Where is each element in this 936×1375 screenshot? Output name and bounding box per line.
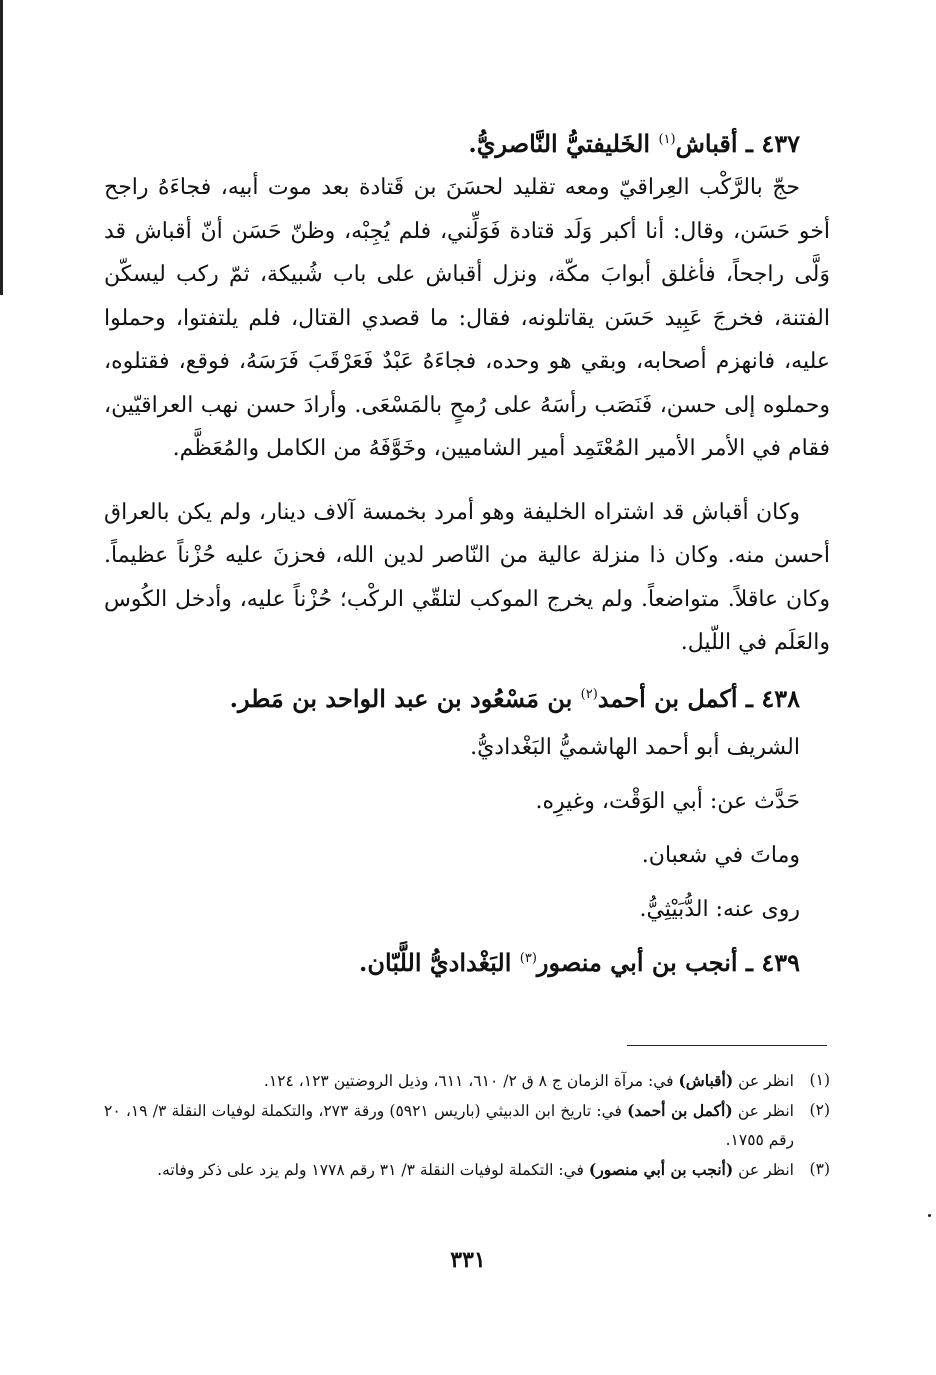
footnote-name: (أنجب بن أبي منصور) [588,1160,734,1179]
scan-edge-line [0,0,3,295]
footnote-ref[interactable]: (٢) [580,686,598,702]
footnote-1 [104,1066,830,1096]
entry-paragraph: وكان أقباش قد اشتراه الخليفة وهو أمرد بخمسة آلاف دينار، ولم يكن بالعراق أحسن منه. وكان ذا منزلة عالية من النّاصر لدين الله، فحزنَ عليه حُزْناً عظيماً. وكان عاقلاً. متواضعاً. ولم يخرج الموكب لتلقّي الركْب؛ حُزْناً عليه، وأدخل الكُوس والعَلَم في اللّيل. [104,499,830,655]
footnote-number: (١) [809,1071,830,1089]
entry-line: وماتَ في شعبان. [641,842,800,868]
footnote-ref[interactable]: (١) [658,132,676,147]
footnote-number: (٢) [809,1101,830,1119]
footnote-body: في: تاريخ ابن الدبيثي (باريس ٥٩٢١) ورقة ٢٧٣، والتكملة لوفيات النقلة ٣/ ١٩، ٢٠ رقم ١٧٥٥. [104,1102,794,1149]
footnote-2 [104,1096,830,1155]
footnote-body: في: مرآة الزمان ج ٨ ق ٢/ ٦١٠، ٦١١، وذيل الروضتين ١٢٣، ١٢٤. [263,1072,674,1090]
footnote-number: (٣) [809,1160,830,1178]
entry-paragraph: حجّ بالرَّكْب العِراقيّ ومعه تقليد لحسَنَ بن قَتادة بعد موت أبيه، فجاءَهُ راجح أخو حَسَن، وقال: أنا أكبر وَلَد قتادة فَوَلِّني، فلم يُجِبْه، وظنّ حَسَن أنّ أقباش قد وَلَّى راجحاً، فأغلق أبوابَ مكّة، ونزل أقباش على باب شُبيكة، ثمّ ركب ليسكّن الفتنة، فخرجَ عَبِيد حَسَن يقاتلونه، فقال: ما قصدي القتال، فلم يلتفتوا، وحملوا عليه، فانهزم أصحابه، وبقي هو وحده، فجاءَهُ عَبْدٌ فَعَرْقَبَ فَرَسَهُ، فوقع، فقتلوه، وحملوه إلى حسن، فَنَصَب رأسَهُ على رُمحٍ بالمَسْعَى. وأرادَ حسن نهب العراقيّين، فقام في الأمر الأمير المُعْتَمِد أمير الشاميين، وخَوَّفَهُ من الكامل والمُعَظَّم. [104,175,830,461]
footnote-prefix: انظر عن [738,1161,794,1179]
entry-name-rest: البَغْداديُّ اللَّبّان. [359,947,512,977]
page-body [104,118,830,985]
entry-name-rest: بن مَسْعُود بن عبد الواحد بن مَطر. [229,683,573,713]
footnote-text [104,1066,794,1096]
entry-title-438: ٤٣٨ ـ أكمل بن أحمد$^{(٢)}$ بن مَسْعُود بن عبد الواحد بن مَطر. [229,683,800,713]
entry-name: أكمل بن أحمد [597,683,738,713]
footnote-prefix: انظر عن [738,1072,794,1090]
footnote-name: (أقباش) [678,1071,734,1090]
entry-number: ٤٣٧ [761,129,800,158]
scan-speck [928,1214,931,1217]
footnote-text [104,1155,794,1185]
entry-line: حَدَّث عن: أبي الوَقْت، وغيرِه. [535,788,800,814]
entry-line: روى عنه: الدُّبَيْثِيُّ. [639,896,800,922]
footnote-prefix: انظر عن [737,1102,794,1120]
footnote-3 [104,1155,830,1185]
footnote-body: في: التكملة لوفيات النقلة ٣/ ٣١ رقم ١٧٧٨ ولم يزد على ذكر وفاته. [157,1161,584,1179]
entry-number: ٤٣٩ [761,947,800,977]
entry-line: الشريف أبو أحمد الهاشميُّ البَغْداديُّ. [470,734,800,760]
page-number: ٣٣١ [450,1247,486,1273]
entry-name: أنجب بن أبي منصور [536,947,738,977]
entry-name-rest: الخَليفتيُّ النَّاصريُّ. [468,129,651,158]
entry-name: أقباش [675,129,738,158]
entry-number: ٤٣٨ [761,683,800,713]
entry-title-439: ٤٣٩ ـ أنجب بن أبي منصور$^{(٣)}$ البَغْداديُّ اللَّبّان. [359,947,800,977]
footnote-text [104,1096,794,1155]
footnote-name: (أكمل بن أحمد) [627,1101,733,1120]
footnote-ref[interactable]: (٣) [519,950,537,966]
footnote-divider [627,1045,827,1046]
entry-title-437: ٤٣٧ ـ أقباش$^{(١)}$ الخَليفتيُّ النَّاصريُّ. [468,129,800,158]
footnotes-section [104,1066,830,1185]
